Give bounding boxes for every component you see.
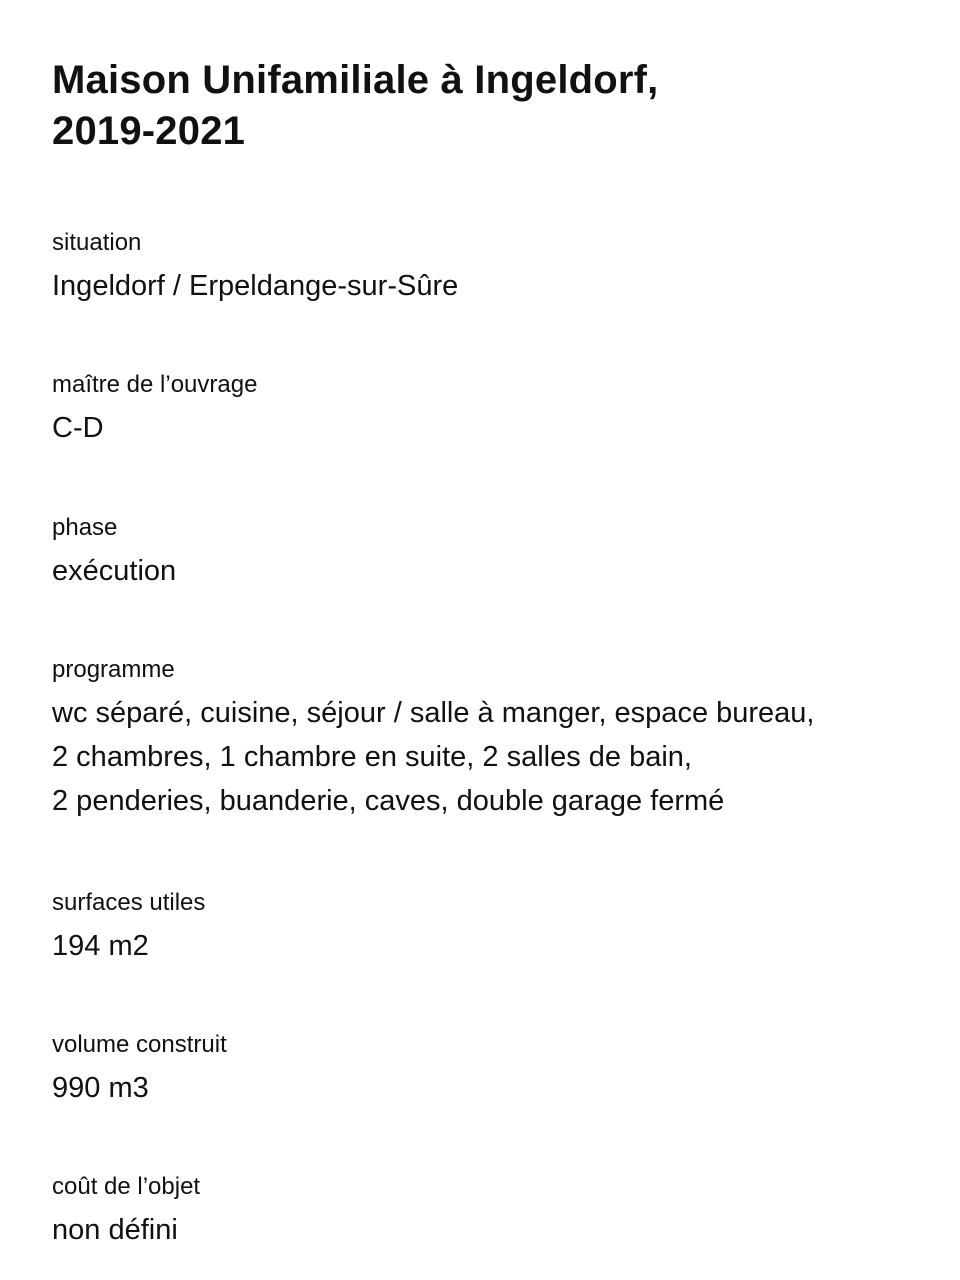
- programme-line-3: 2 penderies, buanderie, caves, double garage fermé: [52, 785, 725, 817]
- field-volume-construit: [52, 1030, 932, 1110]
- programme-value: [52, 691, 932, 823]
- project-sheet: [52, 0, 932, 1246]
- field-maitre-ouvrage: [52, 370, 932, 450]
- cout-objet-label: coût de l’objet: [52, 1173, 201, 1200]
- programme-line-1: wc séparé, cuisine, séjour / salle à manger, espace bureau,: [52, 697, 815, 729]
- phase-value: exécution: [52, 555, 177, 587]
- title-line-2: 2019-2021: [52, 109, 246, 153]
- title-line-1: Maison Unifamiliale à Ingeldorf,: [52, 58, 659, 102]
- situation-label: situation: [52, 229, 142, 256]
- programme-label: programme: [52, 656, 175, 683]
- maitre-ouvrage-label: maître de l’ouvrage: [52, 371, 258, 398]
- cout-objet-value: non défini: [52, 1214, 178, 1246]
- surfaces-utiles-label: surfaces utiles: [52, 889, 206, 916]
- field-phase: [52, 513, 932, 593]
- field-surfaces-utiles: [52, 888, 932, 968]
- programme-line-2: 2 chambres, 1 chambre en suite, 2 salles de bain,: [52, 741, 692, 773]
- page-title: [52, 0, 932, 157]
- field-situation: [52, 228, 932, 308]
- field-cout-objet: [52, 1172, 932, 1252]
- volume-construit-label: volume construit: [52, 1031, 227, 1058]
- situation-value: Ingeldorf / Erpeldange-sur-Sûre: [52, 270, 459, 302]
- surfaces-utiles-value: 194 m2: [52, 930, 149, 962]
- volume-construit-value: 990 m3: [52, 1072, 149, 1104]
- field-programme: [52, 655, 932, 823]
- phase-label: phase: [52, 514, 118, 541]
- maitre-ouvrage-value: C-D: [52, 412, 104, 444]
